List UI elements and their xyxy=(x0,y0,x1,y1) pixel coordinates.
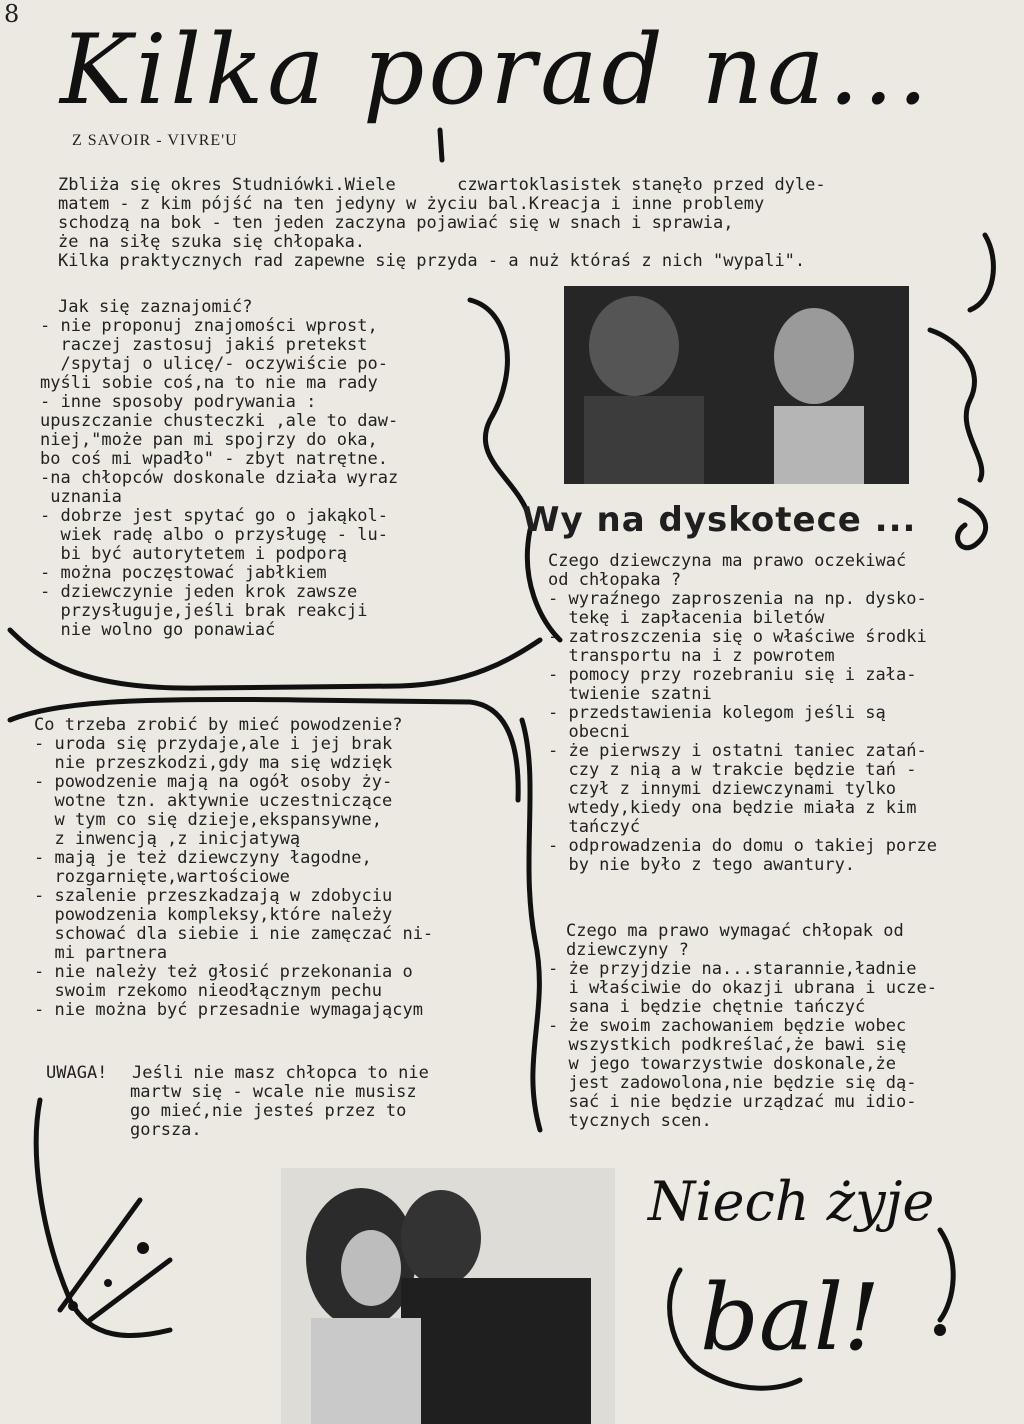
list-item: jest zadowolona,nie będzie się dą- xyxy=(548,1073,917,1093)
list-item: sana i będzie chętnie tańczyć xyxy=(548,997,866,1017)
list-item: myśli sobie coś,na to nie ma rady xyxy=(40,373,378,393)
list-item: - zatroszczenia się o właściwe środki xyxy=(548,627,927,647)
intro-paragraph xyxy=(58,176,998,271)
list-item: - że przyjdzie na...starannie,ładnie xyxy=(548,959,917,979)
list-item: wtedy,kiedy ona będzie miała z kim xyxy=(548,798,917,818)
list-item: - nie można być przesadnie wymagającym xyxy=(34,1000,423,1020)
list-item: czył z innymi dziewczynami tylko xyxy=(548,779,896,799)
list-item: swoim rzekomo nieodłącznym pechu xyxy=(34,981,382,1001)
photo-couple-embrace xyxy=(281,1168,615,1424)
warning-line: Jeśli nie masz chłopca to nie xyxy=(132,1063,429,1083)
list-item: tańczyć xyxy=(548,817,641,837)
list-item: niej,"może pan mi spojrzy do oka, xyxy=(40,430,378,450)
list-item: nie przeszkodzi,gdy ma się wdzięk xyxy=(34,753,393,773)
warning-note xyxy=(46,1064,516,1140)
list-item: powodzenia kompleksy,które należy xyxy=(34,905,393,925)
list-item: schować dla siebie i nie zamęczać ni- xyxy=(34,924,434,944)
list-item: upuszczanie chusteczki ,ale to daw- xyxy=(40,411,399,431)
list-item: - pomocy przy rozebraniu się i zała- xyxy=(548,665,917,685)
list-item: z inwencją ,z inicjatywą xyxy=(34,829,301,849)
section-heading: Czego ma prawo wymagać chłopak od xyxy=(566,921,904,941)
list-item: sać i nie będzie urządzać mu idio- xyxy=(548,1092,917,1112)
list-item: - wyraźnego zaproszenia na np. dysko- xyxy=(548,589,927,609)
list-item: - uroda się przydaje,ale i jej brak xyxy=(34,734,393,754)
list-item: wiek radę albo o przysługę - lu- xyxy=(40,525,388,545)
page-title: Kilka porad na... xyxy=(60,14,932,126)
list-item: transportu na i z powrotem xyxy=(548,646,835,666)
list-item: obecni xyxy=(548,722,630,742)
list-item: tycznych scen. xyxy=(548,1111,712,1131)
list-item: - odprowadzenia do domu o takiej porze xyxy=(548,836,937,856)
section-heading: Co trzeba zrobić by mieć powodzenie? xyxy=(34,715,403,735)
list-item: - że pierwszy i ostatni taniec zatań- xyxy=(548,741,927,761)
list-item: i właściwie do okazji ubrana i ucze- xyxy=(548,978,937,998)
list-item: - mają je też dziewczyny łagodne, xyxy=(34,848,372,868)
photo-couple-dancing xyxy=(564,286,909,484)
warning-line: martw się - wcale nie musisz xyxy=(130,1082,417,1102)
list-item: tekę i zapłacenia biletów xyxy=(548,608,825,628)
list-item: raczej zastosuj jakiś pretekst xyxy=(40,335,368,355)
intro-line: Zbliża się okres Studniówki.Wiele czwartoklasistek stanęło przed dyle- xyxy=(58,175,826,195)
list-item: -na chłopców doskonale działa wyraz xyxy=(40,468,399,488)
list-item: przysługuje,jeśli brak reakcji xyxy=(40,601,368,621)
list-item: w jego towarzystwie doskonale,że xyxy=(548,1054,896,1074)
list-item: - można poczęstować jabłkiem xyxy=(40,563,327,583)
list-item: /spytaj o ulicę/- oczywiście po- xyxy=(40,354,388,374)
section-boy-expects xyxy=(548,922,1018,1131)
closing-line-2: bal! xyxy=(700,1264,881,1371)
list-item: mi partnera xyxy=(34,943,168,963)
list-item: - szalenie przeszkadzają w zdobyciu xyxy=(34,886,393,906)
warning-line: gorsza. xyxy=(130,1120,202,1140)
warning-label: UWAGA! xyxy=(46,1063,108,1083)
list-item: nie wolno go ponawiać xyxy=(40,620,276,640)
section-heading-disco: Wy na dyskotece ... xyxy=(522,500,917,540)
page-number: 8 xyxy=(4,0,20,28)
list-item: - powodzenie mają na ogół osoby ży- xyxy=(34,772,393,792)
section-meeting xyxy=(40,298,490,640)
warning-line: go mieć,nie jesteś przez to xyxy=(130,1101,407,1121)
photo-image xyxy=(564,286,909,484)
list-item: - nie proponuj znajomości wprost, xyxy=(40,316,378,336)
list-item: wotne tzn. aktywnie uczestniczące xyxy=(34,791,393,811)
intro-line: Kilka praktycznych rad zapewne się przyda - a nuż któraś z nich "wypali". xyxy=(58,251,806,271)
list-item: wszystkich podkreślać,że bawi się xyxy=(548,1035,907,1055)
list-item: twienie szatni xyxy=(548,684,712,704)
list-item: - dobrze jest spytać go o jakąkol- xyxy=(40,506,388,526)
intro-line: schodzą na bok - ten jeden zaczyna pojawiać się w snach i sprawia, xyxy=(58,213,734,233)
list-item: - nie należy też głosić przekonania o xyxy=(34,962,413,982)
intro-line: matem - z kim pójść na ten jedyny w życiu bal.Kreacja i inne problemy xyxy=(58,194,765,214)
section-popularity xyxy=(34,716,524,1020)
list-item: by nie było z tego awantury. xyxy=(548,855,856,875)
section-disco xyxy=(548,552,1018,875)
closing-line-1: Niech żyje xyxy=(648,1170,935,1233)
intro-line: że na siłę szuka się chłopaka. xyxy=(58,232,366,252)
list-item: w tym co się dzieje,ekspansywne, xyxy=(34,810,382,830)
section-heading-cont: dziewczyny ? xyxy=(566,940,689,960)
page-subtitle: Z SAVOIR - VIVRE'U xyxy=(72,132,238,149)
list-item: od chłopaka ? xyxy=(548,570,682,590)
list-item: rozgarnięte,wartościowe xyxy=(34,867,290,887)
list-item: bi być autorytetem i podporą xyxy=(40,544,348,564)
list-item: - dziewczynie jeden krok zawsze xyxy=(40,582,358,602)
list-item: - że swoim zachowaniem będzie wobec xyxy=(548,1016,907,1036)
list-item: - inne sposoby podrywania : xyxy=(40,392,317,412)
list-item: - przedstawienia kolegom jeśli są xyxy=(548,703,886,723)
list-item: czy z nią a w trakcie będzie tań - xyxy=(548,760,917,780)
list-item: uznania xyxy=(40,487,122,507)
list-item: Czego dziewczyna ma prawo oczekiwać xyxy=(548,551,907,571)
photo-image xyxy=(281,1168,615,1424)
list-item: bo coś mi wpadło" - zbyt natrętne. xyxy=(40,449,388,469)
section-heading: Jak się zaznajomić? xyxy=(58,297,253,317)
